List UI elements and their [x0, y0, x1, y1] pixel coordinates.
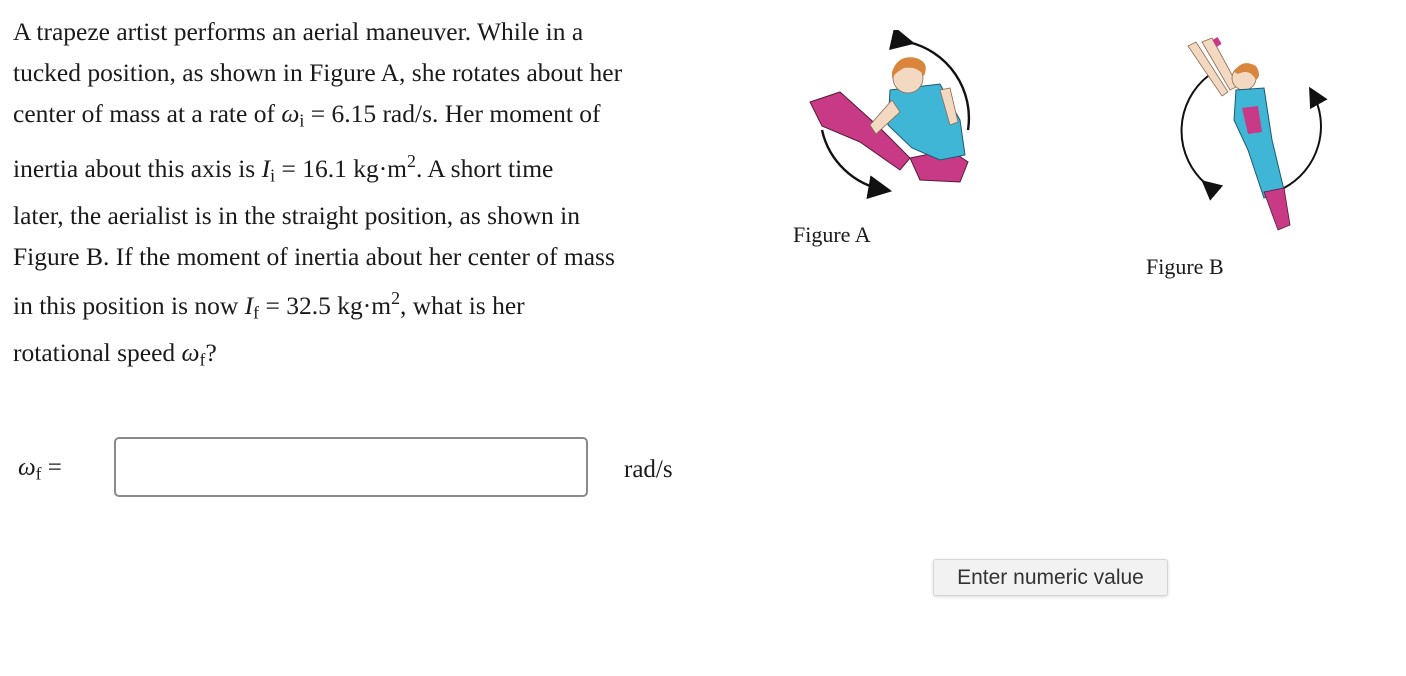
figure-b [1172, 20, 1332, 235]
input-tooltip: Enter numeric value [933, 559, 1168, 596]
problem-text: . A short time [415, 153, 554, 183]
problem-text: rotational speed [13, 337, 182, 367]
problem-line-6: Figure B. If the moment of inertia about her center of mass [13, 241, 615, 271]
problem-statement [13, 12, 703, 380]
problem-text: = 32.5 kg·m [259, 290, 392, 320]
omega-symbol: ω [281, 98, 300, 128]
problem-text: center of mass at a rate of [13, 98, 282, 128]
straight-aerialist-illustration [1172, 20, 1332, 235]
answer-row [18, 437, 698, 499]
problem-text: ? [205, 337, 217, 367]
problem-text: = 16.1 kg·m [275, 153, 408, 183]
equals-sign: = [41, 454, 62, 481]
omega-symbol: ω [18, 454, 36, 481]
figure-a [800, 30, 990, 200]
problem-text: inertia about this axis is [13, 153, 262, 183]
problem-line-2: tucked position, as shown in Figure A, she rotates about her [13, 57, 623, 87]
problem-text: , what is her [400, 290, 525, 320]
figure-a-label: Figure A [793, 222, 871, 247]
answer-unit: rad/s [624, 456, 673, 483]
problem-text: = 6.15 rad/s. Her moment of [304, 98, 601, 128]
problem-line-3 [13, 94, 703, 141]
inertia-symbol: I [244, 290, 254, 320]
problem-line-1: A trapeze artist performs an aerial maneuver. While in a [13, 17, 584, 46]
subscript-f: f [253, 301, 260, 322]
problem-line-7 [13, 278, 703, 333]
subscript-f: f [199, 349, 206, 370]
problem-line-8 [13, 333, 703, 380]
omega-symbol: ω [181, 337, 200, 367]
problem-text: in this position is now [13, 290, 245, 320]
exponent-2: 2 [407, 150, 416, 171]
subscript-f: f [35, 463, 42, 484]
inertia-symbol: I [261, 153, 271, 183]
answer-input[interactable] [114, 437, 588, 497]
problem-line-4 [13, 141, 703, 196]
subscript-i: i [270, 165, 276, 186]
answer-variable [18, 454, 62, 484]
exponent-2: 2 [391, 287, 400, 308]
problem-line-5: later, the aerialist is in the straight position, as shown in [13, 200, 580, 230]
subscript-i: i [299, 110, 305, 131]
tucked-aerialist-illustration [800, 30, 990, 200]
figure-b-label: Figure B [1146, 254, 1224, 279]
